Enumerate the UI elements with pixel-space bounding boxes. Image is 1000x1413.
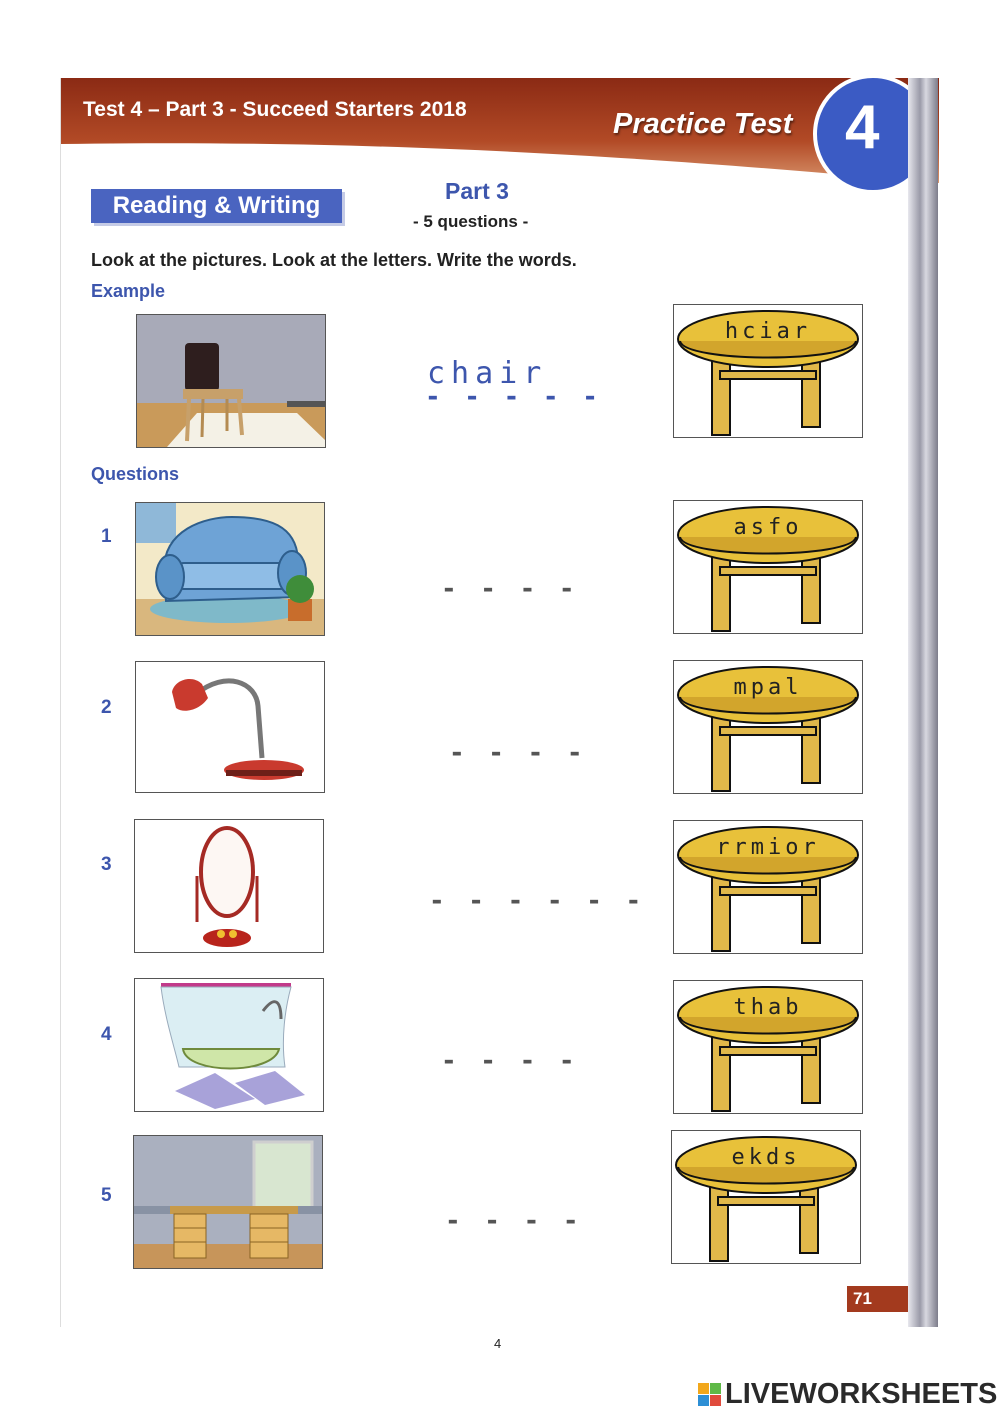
example-dashes: - - - - - <box>425 382 602 412</box>
chair-icon <box>137 315 325 447</box>
scrambled-letters: rrmior <box>716 835 820 860</box>
example-letters-table <box>673 304 863 438</box>
letters-table <box>673 660 863 794</box>
question-number: 3 <box>101 854 112 875</box>
part-title: Part 3 <box>445 178 509 204</box>
logo-icon <box>698 1383 721 1406</box>
test-number: 4 <box>845 93 880 162</box>
sofa-icon <box>136 503 324 635</box>
letters-table <box>673 500 863 634</box>
sofa-picture <box>135 502 325 636</box>
part-subtitle: - 5 questions - <box>413 212 529 231</box>
lamp-picture <box>135 661 325 793</box>
brand-name: LIVEWORKSHEETS <box>725 1378 998 1410</box>
example-label: Example <box>91 281 166 301</box>
book-page-number: 71 <box>847 1286 913 1312</box>
mirror-icon <box>135 820 323 952</box>
reading-writing-badge: Reading & Writing <box>91 189 342 223</box>
bath-picture <box>134 978 324 1112</box>
answer-dashes[interactable]: - - - - <box>441 574 579 604</box>
instruction-text: Look at the pictures. Look at the letters. Write the words. <box>91 250 577 270</box>
mirror-picture <box>134 819 324 953</box>
questions-label: Questions <box>91 464 180 484</box>
scrambled-letters: mpal <box>733 675 803 700</box>
answer-dashes[interactable]: - - - - <box>445 1206 583 1236</box>
question-number: 4 <box>101 1024 112 1045</box>
header-band <box>61 78 939 188</box>
question-number: 5 <box>101 1185 112 1206</box>
practice-test-label: Practice Test <box>613 108 793 140</box>
answer-dashes[interactable]: - - - - - - <box>429 886 646 916</box>
desk-icon <box>134 1136 322 1268</box>
question-number: 1 <box>101 526 112 547</box>
bath-icon <box>135 979 323 1111</box>
letters-table <box>671 1130 861 1264</box>
desk-picture <box>133 1135 323 1269</box>
scrambled-letters: asfo <box>733 515 803 540</box>
example-answer: chair <box>427 356 548 391</box>
worksheet-page <box>60 78 939 1327</box>
scrambled-letters: hciar <box>724 319 812 344</box>
letters-table <box>673 820 863 954</box>
footer-page-number: 4 <box>494 1336 502 1351</box>
scrambled-letters: ekds <box>731 1145 801 1170</box>
question-number: 2 <box>101 697 112 718</box>
liveworksheets-logo[interactable] <box>698 1378 997 1411</box>
chair-picture <box>136 314 326 448</box>
worksheet-title: Test 4 – Part 3 - Succeed Starters 2018 <box>83 98 467 121</box>
page-edge <box>908 78 938 1327</box>
answer-dashes[interactable]: - - - - <box>441 1046 579 1076</box>
answer-dashes[interactable]: - - - - <box>449 738 587 768</box>
scrambled-letters: thab <box>733 995 803 1020</box>
letters-table <box>673 980 863 1114</box>
lamp-icon <box>136 662 324 792</box>
